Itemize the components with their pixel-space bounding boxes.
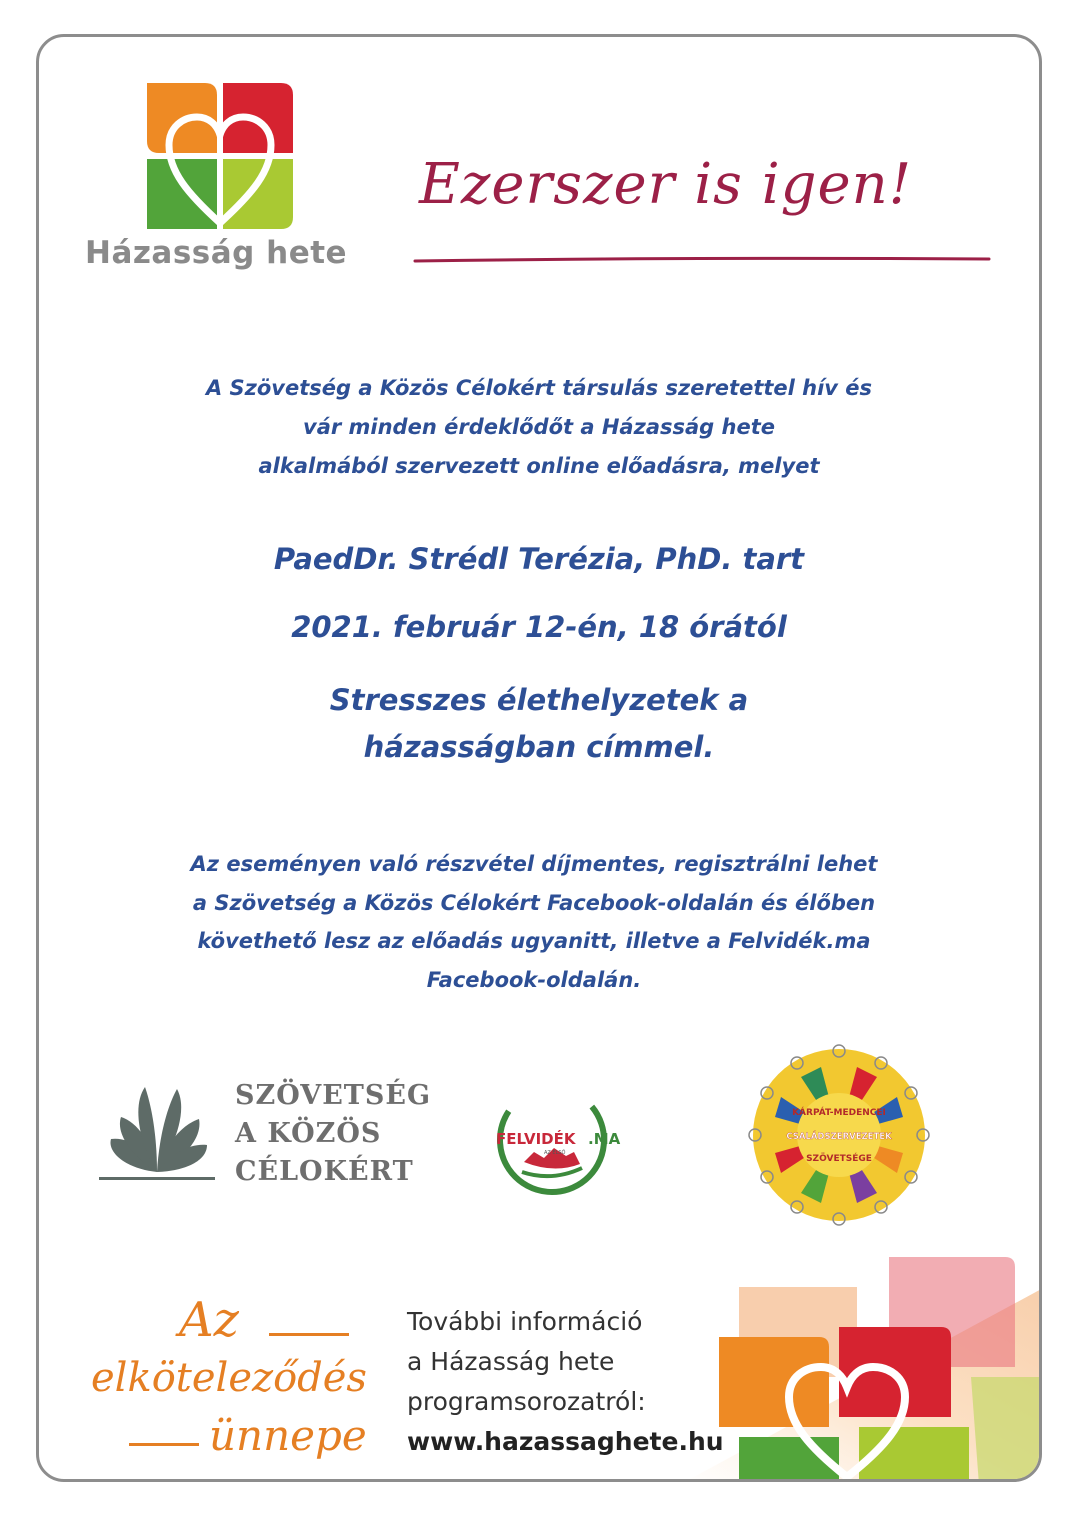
hazassag-hete-logo <box>147 83 293 229</box>
szovetseg-text-line: CÉLOKÉRT <box>235 1156 414 1187</box>
felvidek-logo <box>494 1082 664 1202</box>
karpat-bottom-text: SZÖVETSÉGE <box>806 1154 872 1164</box>
slogan-dash-top <box>269 1333 349 1336</box>
info-line: További információ <box>407 1307 643 1336</box>
szovetseg-leaf-icon <box>97 1077 217 1187</box>
intro-line: A Szövetség a Közös Célokért társulás szeretettel hív és <box>205 376 873 400</box>
decorative-logo-graphic <box>679 1227 1042 1482</box>
felvidek-name: FELVIDÉK <box>496 1130 576 1148</box>
closing-line: a Szövetség a Közös Célokért Facebook-oldalán és élőben <box>192 890 876 915</box>
slogan-dash-bottom <box>129 1443 199 1446</box>
event-speaker: PaedDr. Strédl Terézia, PhD. tart <box>273 542 805 576</box>
event-title-line: Stresszes élethelyzetek a <box>329 683 749 717</box>
headline-underline <box>413 255 991 265</box>
closing-line: Az eseményen való részvétel díjmentes, regisztrálni lehet <box>190 852 878 876</box>
invitation-intro <box>169 369 909 486</box>
slogan-main: elköteleződés <box>91 1355 367 1401</box>
event-title-line: házasságban címmel. <box>363 730 715 764</box>
slogan-unnepe: ünnepe <box>209 1411 367 1460</box>
event-title <box>139 677 939 771</box>
closing-line: követhető lesz az előadás ugyanitt, illetve a Felvidék.ma <box>197 929 871 953</box>
szovetseg-text-line: SZÖVETSÉG <box>235 1080 432 1111</box>
info-line: programsorozatról: <box>407 1387 646 1416</box>
headline: Ezerszer is igen! <box>419 152 913 217</box>
karpat-top-text: KÁRPÁT-MEDENCEI <box>792 1108 886 1118</box>
intro-line: vár minden érdeklődőt a Házasság hete <box>303 415 775 439</box>
felvidek-suffix: .MA <box>588 1130 621 1148</box>
info-line: a Házasság hete <box>407 1347 615 1376</box>
szovetseg-logo-text <box>235 1077 431 1191</box>
event-datetime: 2021. február 12-én, 18 órától <box>291 610 787 644</box>
registration-info <box>139 845 929 999</box>
logo-caption: Házasság hete <box>85 235 348 271</box>
intro-line: alkalmából szervezett online előadásra, melyet <box>258 454 820 478</box>
closing-line: Facebook-oldalán. <box>426 967 642 992</box>
karpat-medencei-logo <box>741 1037 937 1233</box>
website-url[interactable]: www.hazassaghete.hu <box>407 1427 724 1456</box>
slogan-az: Az <box>179 1292 239 1348</box>
poster-card <box>36 34 1042 1482</box>
karpat-mid-text: CSALÁDSZERVEZETEK <box>786 1132 892 1142</box>
felvidek-tag: AZ ELSŐ <box>544 1150 566 1156</box>
szovetseg-text-line: A KÖZÖS <box>235 1118 382 1149</box>
